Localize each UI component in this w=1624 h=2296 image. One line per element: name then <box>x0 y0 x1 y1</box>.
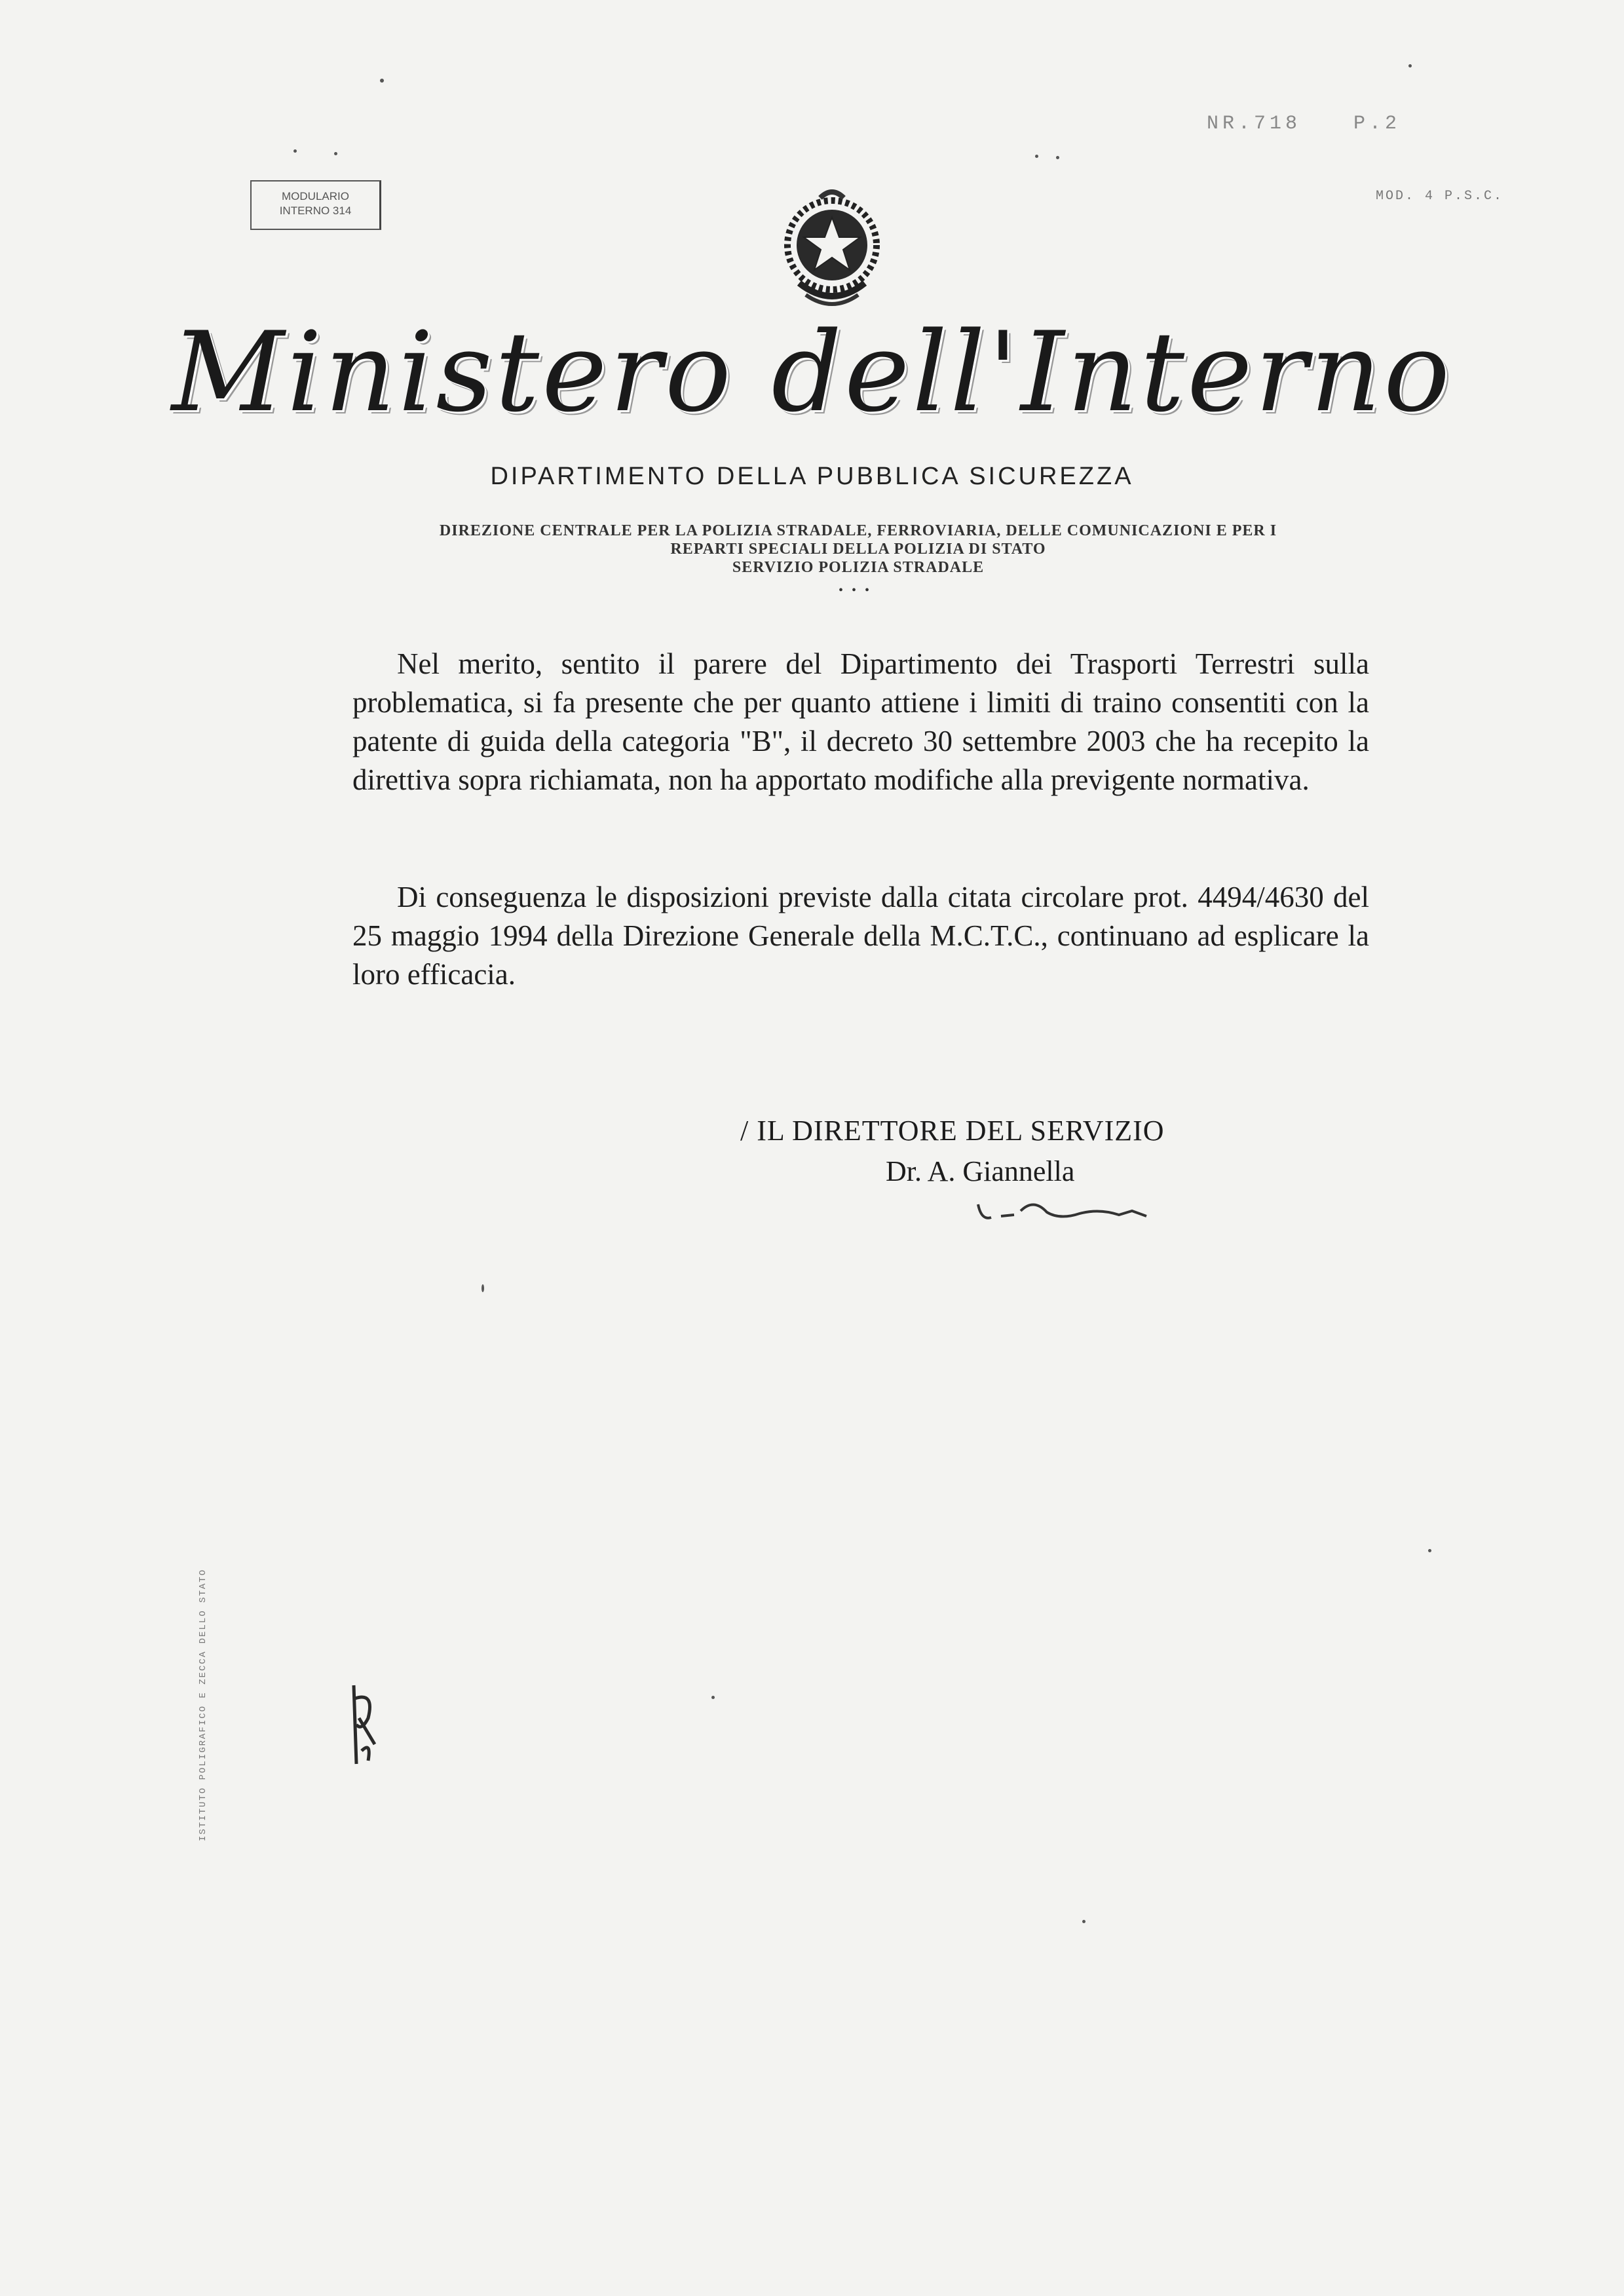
scan-speck <box>380 79 384 83</box>
scan-speck <box>711 1696 715 1699</box>
scan-speck <box>1428 1549 1431 1552</box>
ministry-title: Ministero dell'Interno <box>171 308 1453 436</box>
directorate-heading <box>367 522 1350 577</box>
signature-title-text: IL DIRETTORE DEL SERVIZIO <box>757 1115 1165 1147</box>
scan-speck <box>1082 1920 1086 1923</box>
signature-mark-icon: / <box>740 1115 757 1147</box>
scan-speck <box>1035 155 1038 158</box>
scan-speck <box>334 152 337 155</box>
stamp-line-1: MODULARIO <box>282 190 349 202</box>
directorate-line-1: DIREZIONE CENTRALE PER LA POLIZIA STRADALE, FERROVIARIA, DELLE COMUNICAZIONI E PER I <box>439 522 1277 539</box>
scan-speck <box>482 1284 484 1292</box>
signature-title <box>740 1114 1165 1147</box>
stamp-line-2: INTERNO 314 <box>279 204 352 217</box>
signer-name: Dr. A. Giannella <box>886 1155 1075 1187</box>
side-print-mark: ISTITUTO POLIGRAFICO E ZECCA DELLO STATO <box>198 1568 208 1841</box>
scan-speck <box>1408 64 1412 67</box>
department-heading: DIPARTIMENTO DELLA PUBBLICA SICUREZZA <box>490 463 1134 490</box>
handwritten-initials-icon <box>342 1679 388 1770</box>
model-code: MOD. 4 P.S.C. <box>1376 189 1504 204</box>
fax-header <box>1207 113 1453 135</box>
form-stamp <box>250 180 381 230</box>
scan-speck <box>293 149 297 153</box>
scan-speck <box>1056 156 1059 159</box>
italian-republic-emblem-icon <box>780 185 884 316</box>
fax-number: NR.718 <box>1207 113 1302 135</box>
page-number: P.2 <box>1353 113 1401 135</box>
body-paragraph-1: Nel merito, sentito il parere del Dipartimento dei Trasporti Terrestri sulla problematica, si fa presente che per quanto attiene i limiti di traino consentiti con la patente di guida della categoria "B", il decreto 30 settembre 2003 che ha recepito la direttiva sopra richiamata, non ha apportato modifiche alla previgente normativa. <box>352 647 1369 796</box>
directorate-line-3: SERVIZIO POLIZIA STRADALE <box>732 559 985 576</box>
handwritten-signature-icon <box>975 1191 1158 1231</box>
directorate-line-2: REPARTI SPECIALI DELLA POLIZIA DI STATO <box>670 541 1046 558</box>
body-paragraph-2: Di conseguenza le disposizioni previste dalla citata circolare prot. 4494/4630 del 25 maggio 1994 della Direzione Generale della M.C.T.C., continuano ad esplicare la loro efficacia. <box>352 881 1369 991</box>
heading-separator: • • • <box>839 583 873 598</box>
